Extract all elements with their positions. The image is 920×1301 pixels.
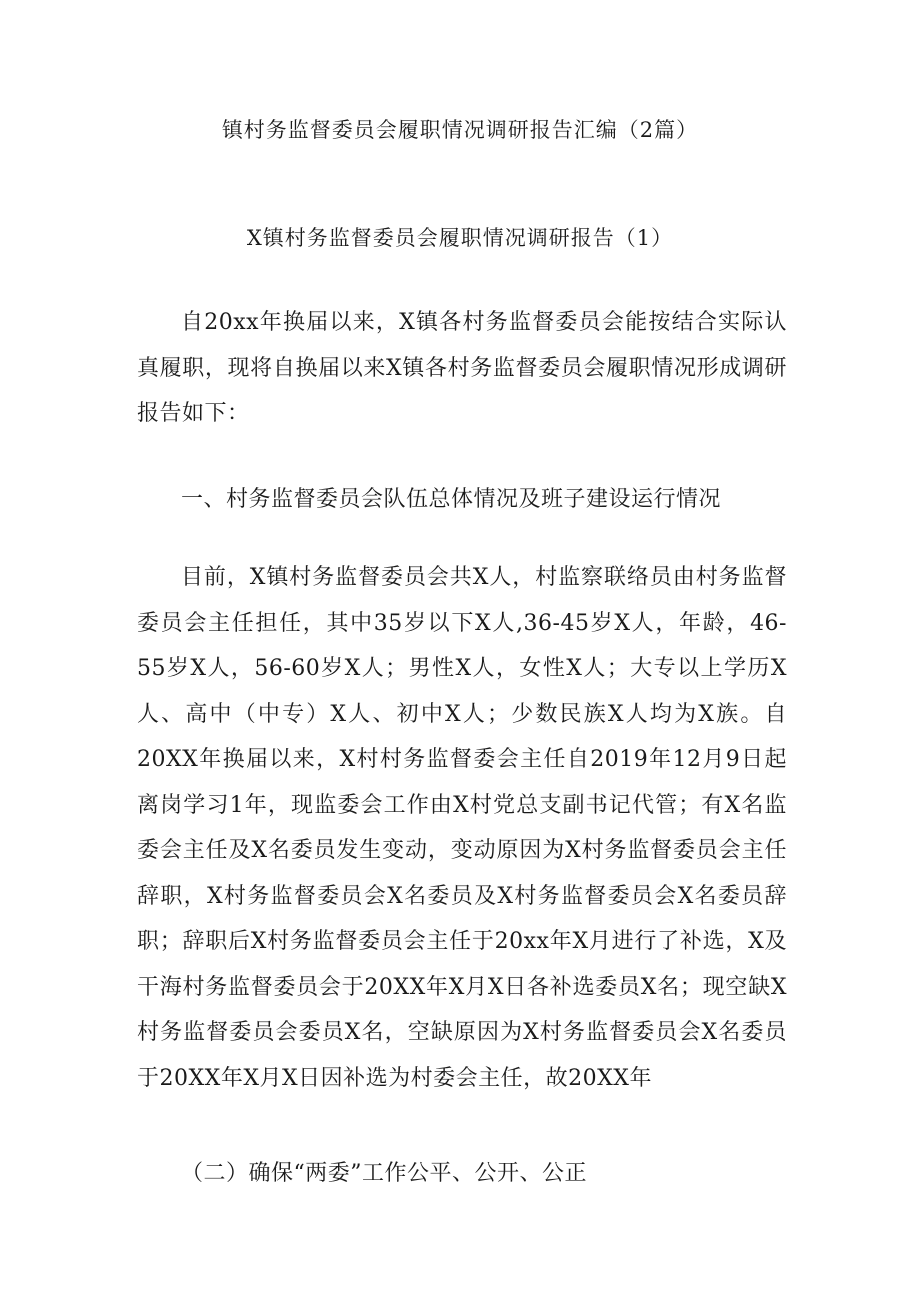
intro-paragraph: 自20xx年换届以来，X镇各村务监督委员会能按结合实际认真履职，现将自换届以来X镇各村务监督委员会履职情况形成调研报告如下： [137, 310, 787, 426]
section-1-body: 目前，X镇村务监督委员会共X人，村监察联络员由村务监督委员会主任担任，其中35岁以下X人,36-45岁X人，年龄，46-55岁X人，56-60岁X人；男性X人，女性X人；大专以上学历X人、高中（中专）X人、初中X人；少数民族X人均为X族。自20XX年换届以来，X村村务监督委会主任自2019年12月9日起离岗学习1年，现监委会工作由X村党总支副书记代管；有X名监委会主任及X名委员发生变动，变动原因为X村务监督委员会主任辞职，X村务监督委员会X名委员及X村务监督委员会X名委员辞职；辞职后X村务监督委员会主任于20xx年X月进行了补选，X及干海村务监督委员会于20XX年X月X日各补选委员X名；现空缺X村务监督委员会委员X名，空缺原因为X村务监督委员会X名委员于20XX年X月X日因补选为村委会主任，故20XX年 [137, 565, 787, 1091]
section-1-heading: 一、村务监督委员会队伍总体情况及班子建设运行情况 [181, 487, 722, 512]
document-title: 镇村务监督委员会履职情况调研报告汇编（2篇） [221, 118, 699, 142]
report-subtitle: X镇村务监督委员会履职情况调研报告（1） [246, 226, 674, 250]
section-2-heading: （二）确保“两委”工作公平、公开、公正 [181, 1161, 587, 1186]
